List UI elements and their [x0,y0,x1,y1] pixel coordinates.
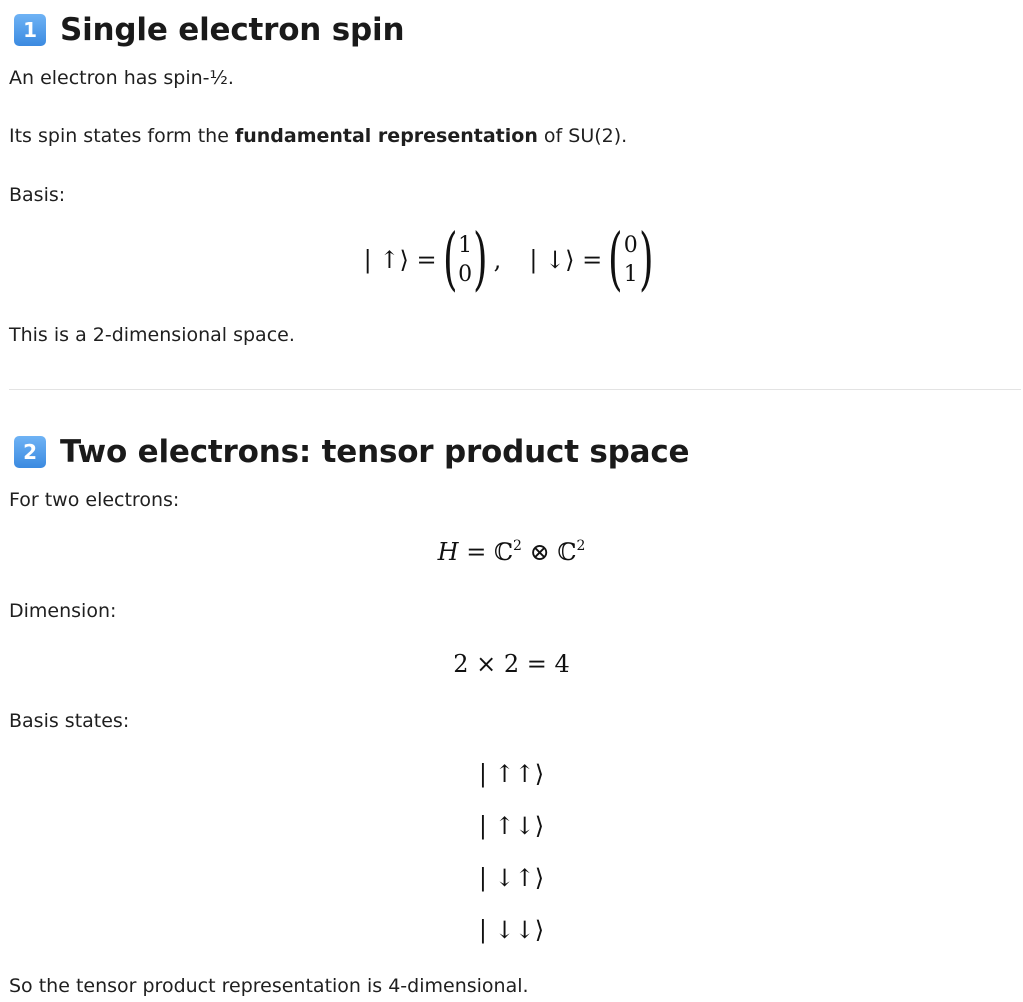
section2-dimension-label: Dimension: [9,600,117,622]
equation-text: = ℂ [458,538,514,566]
paragraph-text: Its spin states form the [9,125,235,147]
section-divider [9,389,1021,390]
number-one-icon: 1 [14,14,46,46]
vector-entry: 1 [623,262,638,287]
vector-entry: 0 [458,262,473,287]
basis-state: | ↑↑⟩ [478,760,545,788]
vector-entry: 1 [458,233,473,258]
section1-paragraph-spin: An electron has spin-½. [9,67,234,89]
right-paren: ) [638,220,654,299]
section2-basis-label: Basis states: [9,710,130,732]
number-two-icon: 2 [14,436,46,468]
equation-text: ⊗ ℂ [521,538,577,566]
basis-state: | ↓↑⟩ [478,864,545,892]
dimension-equation: 2 × 2 = 4 [453,650,570,678]
hilbert-symbol: H [437,538,459,566]
basis-equation [0,220,1023,299]
basis-state: | ↑↓⟩ [478,812,545,840]
vector-up [458,231,472,289]
hilbert-space-equation [0,538,1023,566]
section2-conclusion: So the tensor product representation is 4-dimensional. [9,975,529,997]
left-paren: ( [608,220,623,299]
section2-heading [14,434,689,470]
section1-basis-label: Basis: [9,184,66,206]
bold-term: fundamental representation [234,125,538,147]
section2-title: Two electrons: tensor product space [60,434,690,470]
section1-dimension-note: This is a 2-dimensional space. [9,324,295,346]
exponent: 2 [513,538,522,554]
right-paren: ) [473,220,488,299]
exponent: 2 [576,538,586,554]
section1-title: Single electron spin [60,12,405,48]
ket-up-label: | ↑⟩ = [363,246,437,274]
ket-down-label: | ↓⟩ = [529,246,603,274]
comma: , [493,246,502,274]
left-paren: ( [442,220,458,299]
vector-entry: 0 [623,233,638,258]
basis-state: | ↓↓⟩ [478,916,545,944]
vector-down [624,231,638,289]
section1-paragraph-representation [9,124,627,148]
paragraph-text: of SU(2). [537,125,628,147]
section1-heading [14,12,404,48]
section2-intro: For two electrons: [9,489,180,511]
